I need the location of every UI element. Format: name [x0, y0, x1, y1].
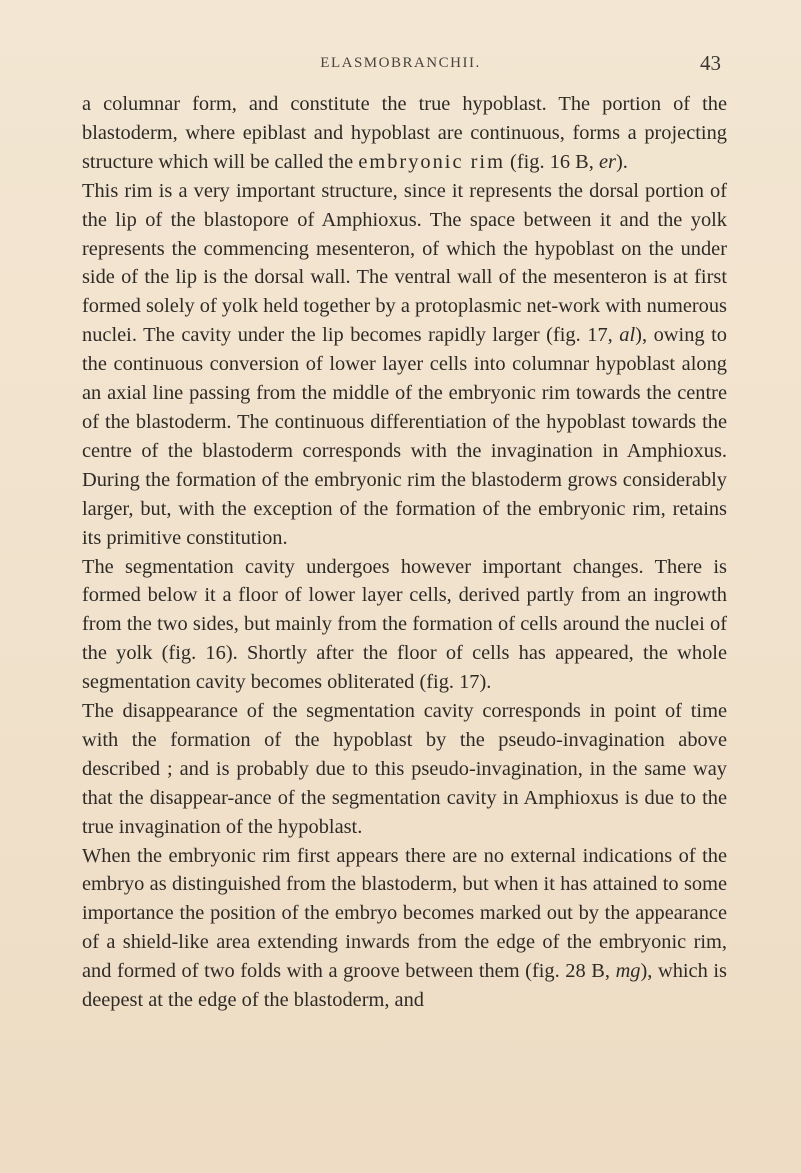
text-run: a columnar form, and constitute the true hypoblast. The portion of the blastoderm, where epiblast and hypoblast are continuous, forms a projecting structure which will be called the [82, 93, 727, 173]
italic-reference: mg [615, 960, 641, 983]
text-run: ), which is deepest at the edge of the blastoderm, and [82, 960, 727, 1012]
running-title: ELASMOBRANCHII. [320, 55, 481, 71]
text-run: (fig. 16 B, [504, 150, 599, 173]
spaced-term: embryonic rim [358, 150, 505, 173]
paragraph [82, 177, 727, 553]
italic-reference: er [598, 150, 616, 173]
body-text [82, 90, 727, 1015]
paragraph [82, 842, 727, 1015]
text-run: The disappearance of the segmentation cavity corresponds in point of time with the formation of the hypoblast by the pseudo-invagination above described ; and is probably due to this pseudo-invagination, in the same way that the disappear-ance of the segmentation cavity in Amphioxus is due to the true invagination of the hypoblast. [82, 700, 727, 838]
paragraph [82, 90, 727, 177]
text-run: ). [615, 150, 628, 173]
text-run: The segmentation cavity undergoes however important changes. There is formed below it a floor of lower layer cells, derived partly from an ingrowth from the two sides, but mainly from the formation of cells around the nuclei of the yolk (fig. 16). Shortly after the floor of cells has appeared, the whole segmentation cavity becomes obliterated (fig. 17). [82, 555, 727, 694]
paragraph [82, 553, 727, 698]
paragraph [82, 697, 727, 842]
italic-reference: al [619, 324, 636, 347]
page-number: 43 [700, 51, 721, 75]
text-run: When the embryonic rim first appears there are no external indications of the embryo as distinguished from the blastoderm, but when it has attained to some importance the position of the embryo becomes marked out by the appearance of a shield-like area extending inwards from the edge of the embryonic rim, and formed of two folds with a groove between them (fig. 28 B, [82, 844, 727, 983]
text-run: ), owing to the continuous conversion of lower layer cells into columnar hypoblast along an axial line passing from the middle of the embryonic rim towards the centre of the blastoderm. The continuous differentiation of the hypoblast towards the centre of the blastoderm corresponds with the invagination in Amphioxus. During the formation of the embryonic rim the blastoderm grows considerably larger, but, with the exception of the formation of the embryonic rim, retains its primitive constitution. [82, 324, 727, 549]
text-run: This rim is a very important structure, since it represents the dorsal portion of the lip of the blastopore of Amphioxus. The space between it and the yolk represents the commencing mesenteron, of which the hypoblast on the under side of the lip is the dorsal wall. The ventral wall of the mesenteron is at first formed solely of yolk held together by a protoplasmic net-work with numerous nuclei. The cavity under the lip becomes rapidly larger (fig. 17, [82, 179, 727, 347]
